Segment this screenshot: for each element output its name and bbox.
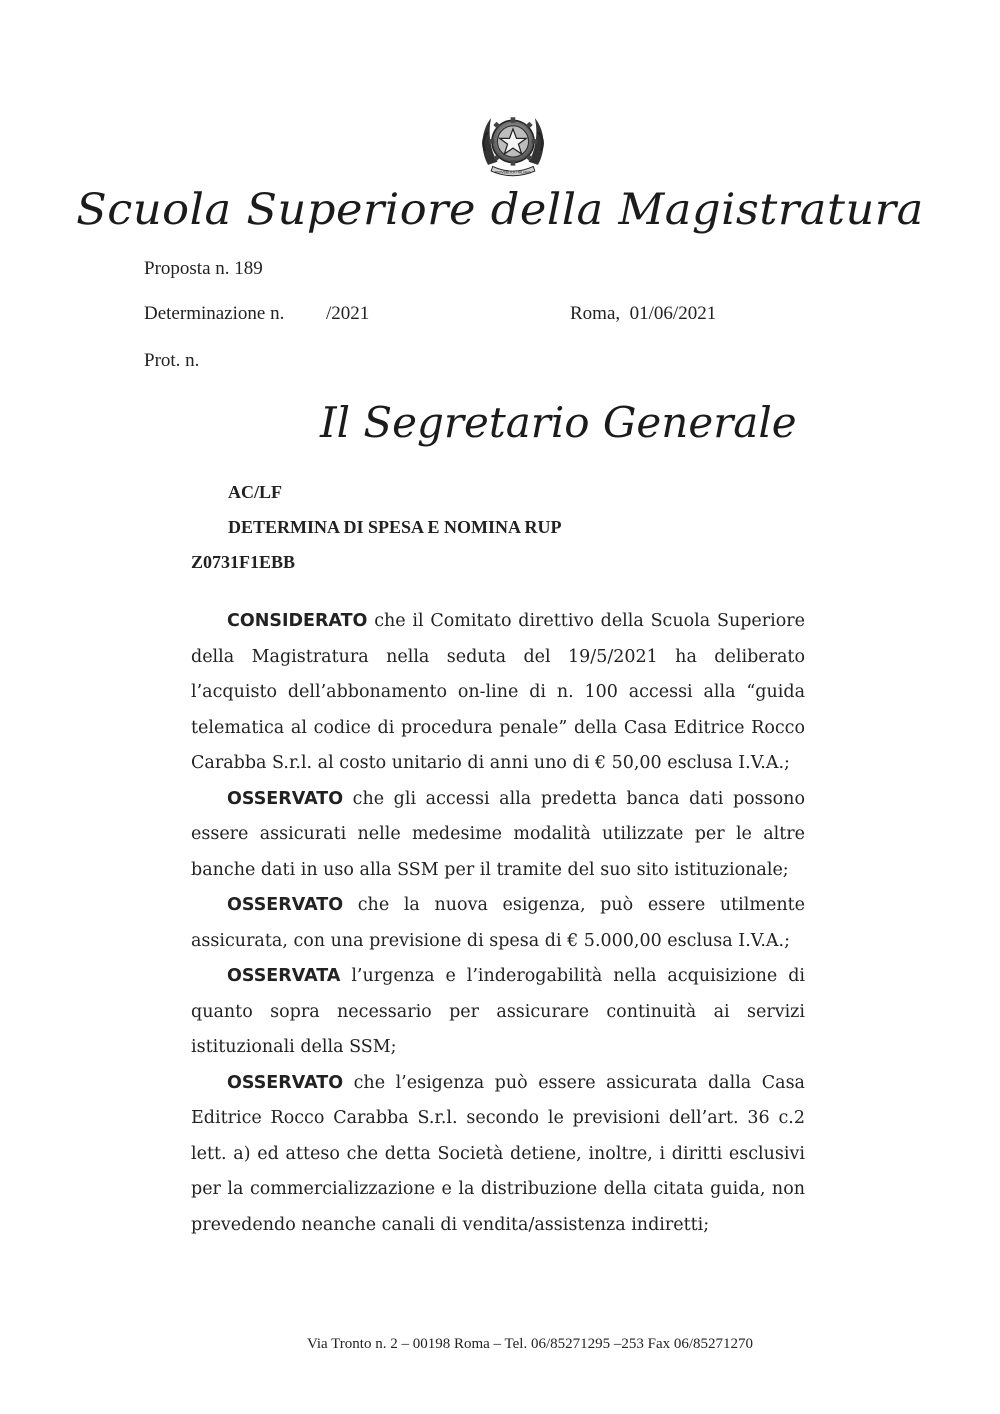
paragraph-lead: OSSERVATO [227,1072,344,1093]
determinazione-label: Determinazione n. [144,303,285,324]
signatory-role: Il Segretario Generale [320,398,797,447]
proposta-number: Proposta n. 189 [144,258,263,279]
footer-address: Via Tronto n. 2 – 00198 Roma – Tel. 06/85271295 –253 Fax 06/85271270 [306,1336,754,1352]
subject-initials: AC/LF [228,482,282,502]
paragraph [191,782,805,889]
republic-emblem-icon [474,104,552,182]
paragraph-text: che l’esigenza può essere assicurata dalla Casa Editrice Rocco Carabba S.r.l. secondo le previsioni dell’art. 36 c.2 lett. a) ed atteso che detta Società detiene, inoltre, i diritti esclusivi per la commercializzazione e la distribuzione della citata guida, non prevedendo neanche canali di vendita/assistenza indiretti; [191,1072,805,1235]
paragraph-text: l’urgenza e l’inderogabilità nella acquisizione di quanto sopra necessario per assicurare continuità ai servizi istituzionali della SSM; [191,966,805,1057]
paragraph [191,1066,805,1244]
paragraph-lead: OSSERVATA [227,966,341,986]
body-text [191,604,805,1243]
paragraph-text: che gli accessi alla predetta banca dati possono essere assicurati nelle medesime modalità utilizzate per le altre banche dati in uso alla SSM per il tramite del suo sito istituzionale; [191,788,805,880]
paragraph-lead: CONSIDERATO [227,611,368,631]
determinazione-year: /2021 [326,303,370,324]
paragraph-text: che la nuova esigenza, può essere utilmente assicurata, con una previsione di spesa di € 5.000,00 esclusa I.V.A.; [191,895,805,951]
institution-title: Scuola Superiore della Magistratura [76,185,924,235]
subject-title: DETERMINA DI SPESA E NOMINA RUP [228,517,562,537]
svg-text:REPVBBLICA ITALIANA: REPVBBLICA ITALIANA [495,170,531,175]
paragraph-lead: OSSERVATO [227,788,344,809]
paragraph-text: che il Comitato direttivo della Scuola Superiore della Magistratura nella seduta del 19/5/2021 ha deliberato l’acquisto dell’abbonamento on-line di n. 100 accessi alla “guida telematica al codice di procedura penale” della Casa Editrice Rocco Carabba S.r.l. al costo unitario di anni uno di € 50,00 esclusa I.V.A.; [191,611,805,773]
paragraph-lead: OSSERVATO [227,895,344,915]
protocol-number: Prot. n. [144,350,200,371]
paragraph [191,959,805,1066]
paragraph [191,604,805,782]
paragraph [191,888,805,959]
subject-cig: Z0731F1EBB [191,552,296,572]
place-date: Roma, 01/06/2021 [570,303,717,324]
